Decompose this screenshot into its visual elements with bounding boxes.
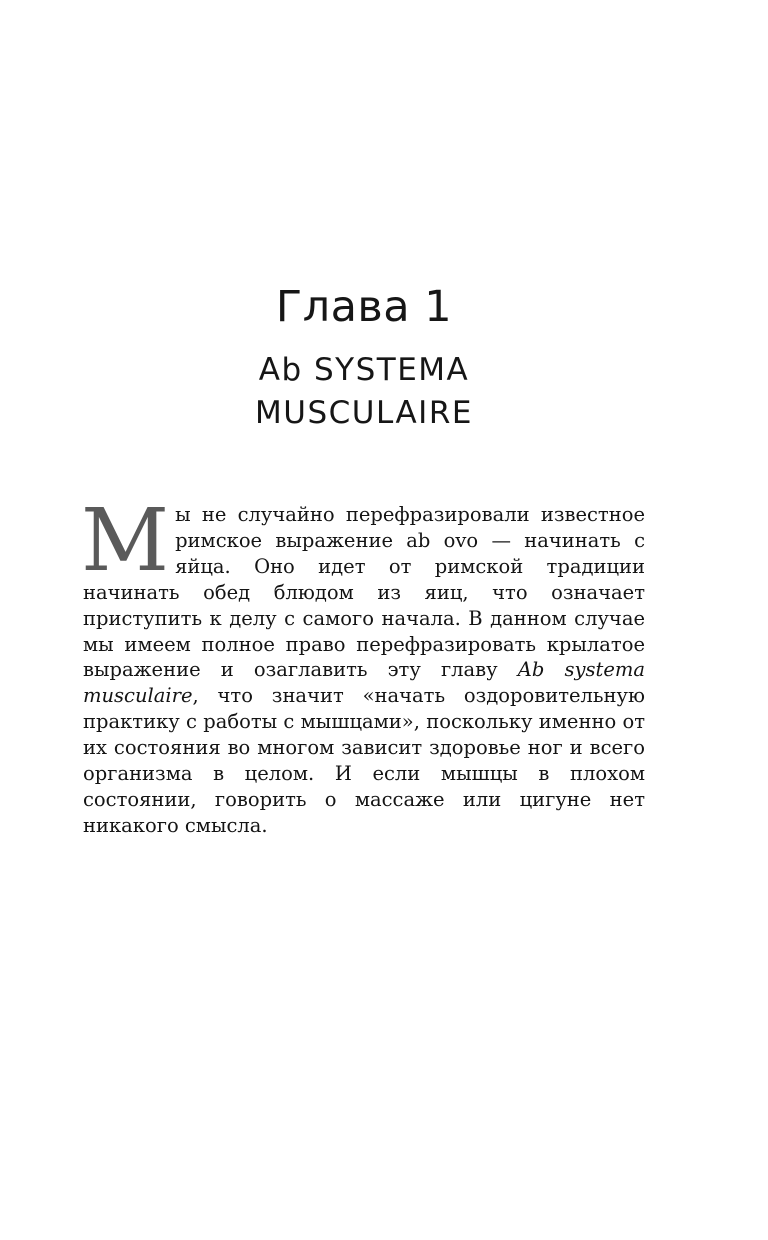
chapter-title xyxy=(0,349,728,435)
body-paragraph xyxy=(81,491,645,839)
drop-cap: М xyxy=(81,491,170,591)
chapter-title-line-2: MUSCULAIRE xyxy=(255,395,473,431)
chapter-body xyxy=(81,491,645,839)
italic-phrase: Ab systema musculaire xyxy=(83,658,645,708)
chapter-title-line-1: Ab SYSTEMA xyxy=(258,352,470,388)
chapter-number: Глава 1 xyxy=(275,282,453,332)
paragraph-text-start: ы не случайно перефразировали известное римское выражение ab ovo — начинать с яйца. Оно идет от римской традиции начинать обед блюдом из яиц, что означает приступить к делу с самого начала. В данном случае мы имеем полное право перефразировать крылатое выражение и озаглавить эту главу xyxy=(83,503,645,682)
paragraph-text-end: , что значит «начать оздоровительную практику с работы с мышцами», поскольку именно от их состояния во многом зависит здоровье ног и всего организма в целом. И если мышцы в плохом состоянии, говорить о массаже или цигуне нет никакого смысла. xyxy=(83,684,645,837)
